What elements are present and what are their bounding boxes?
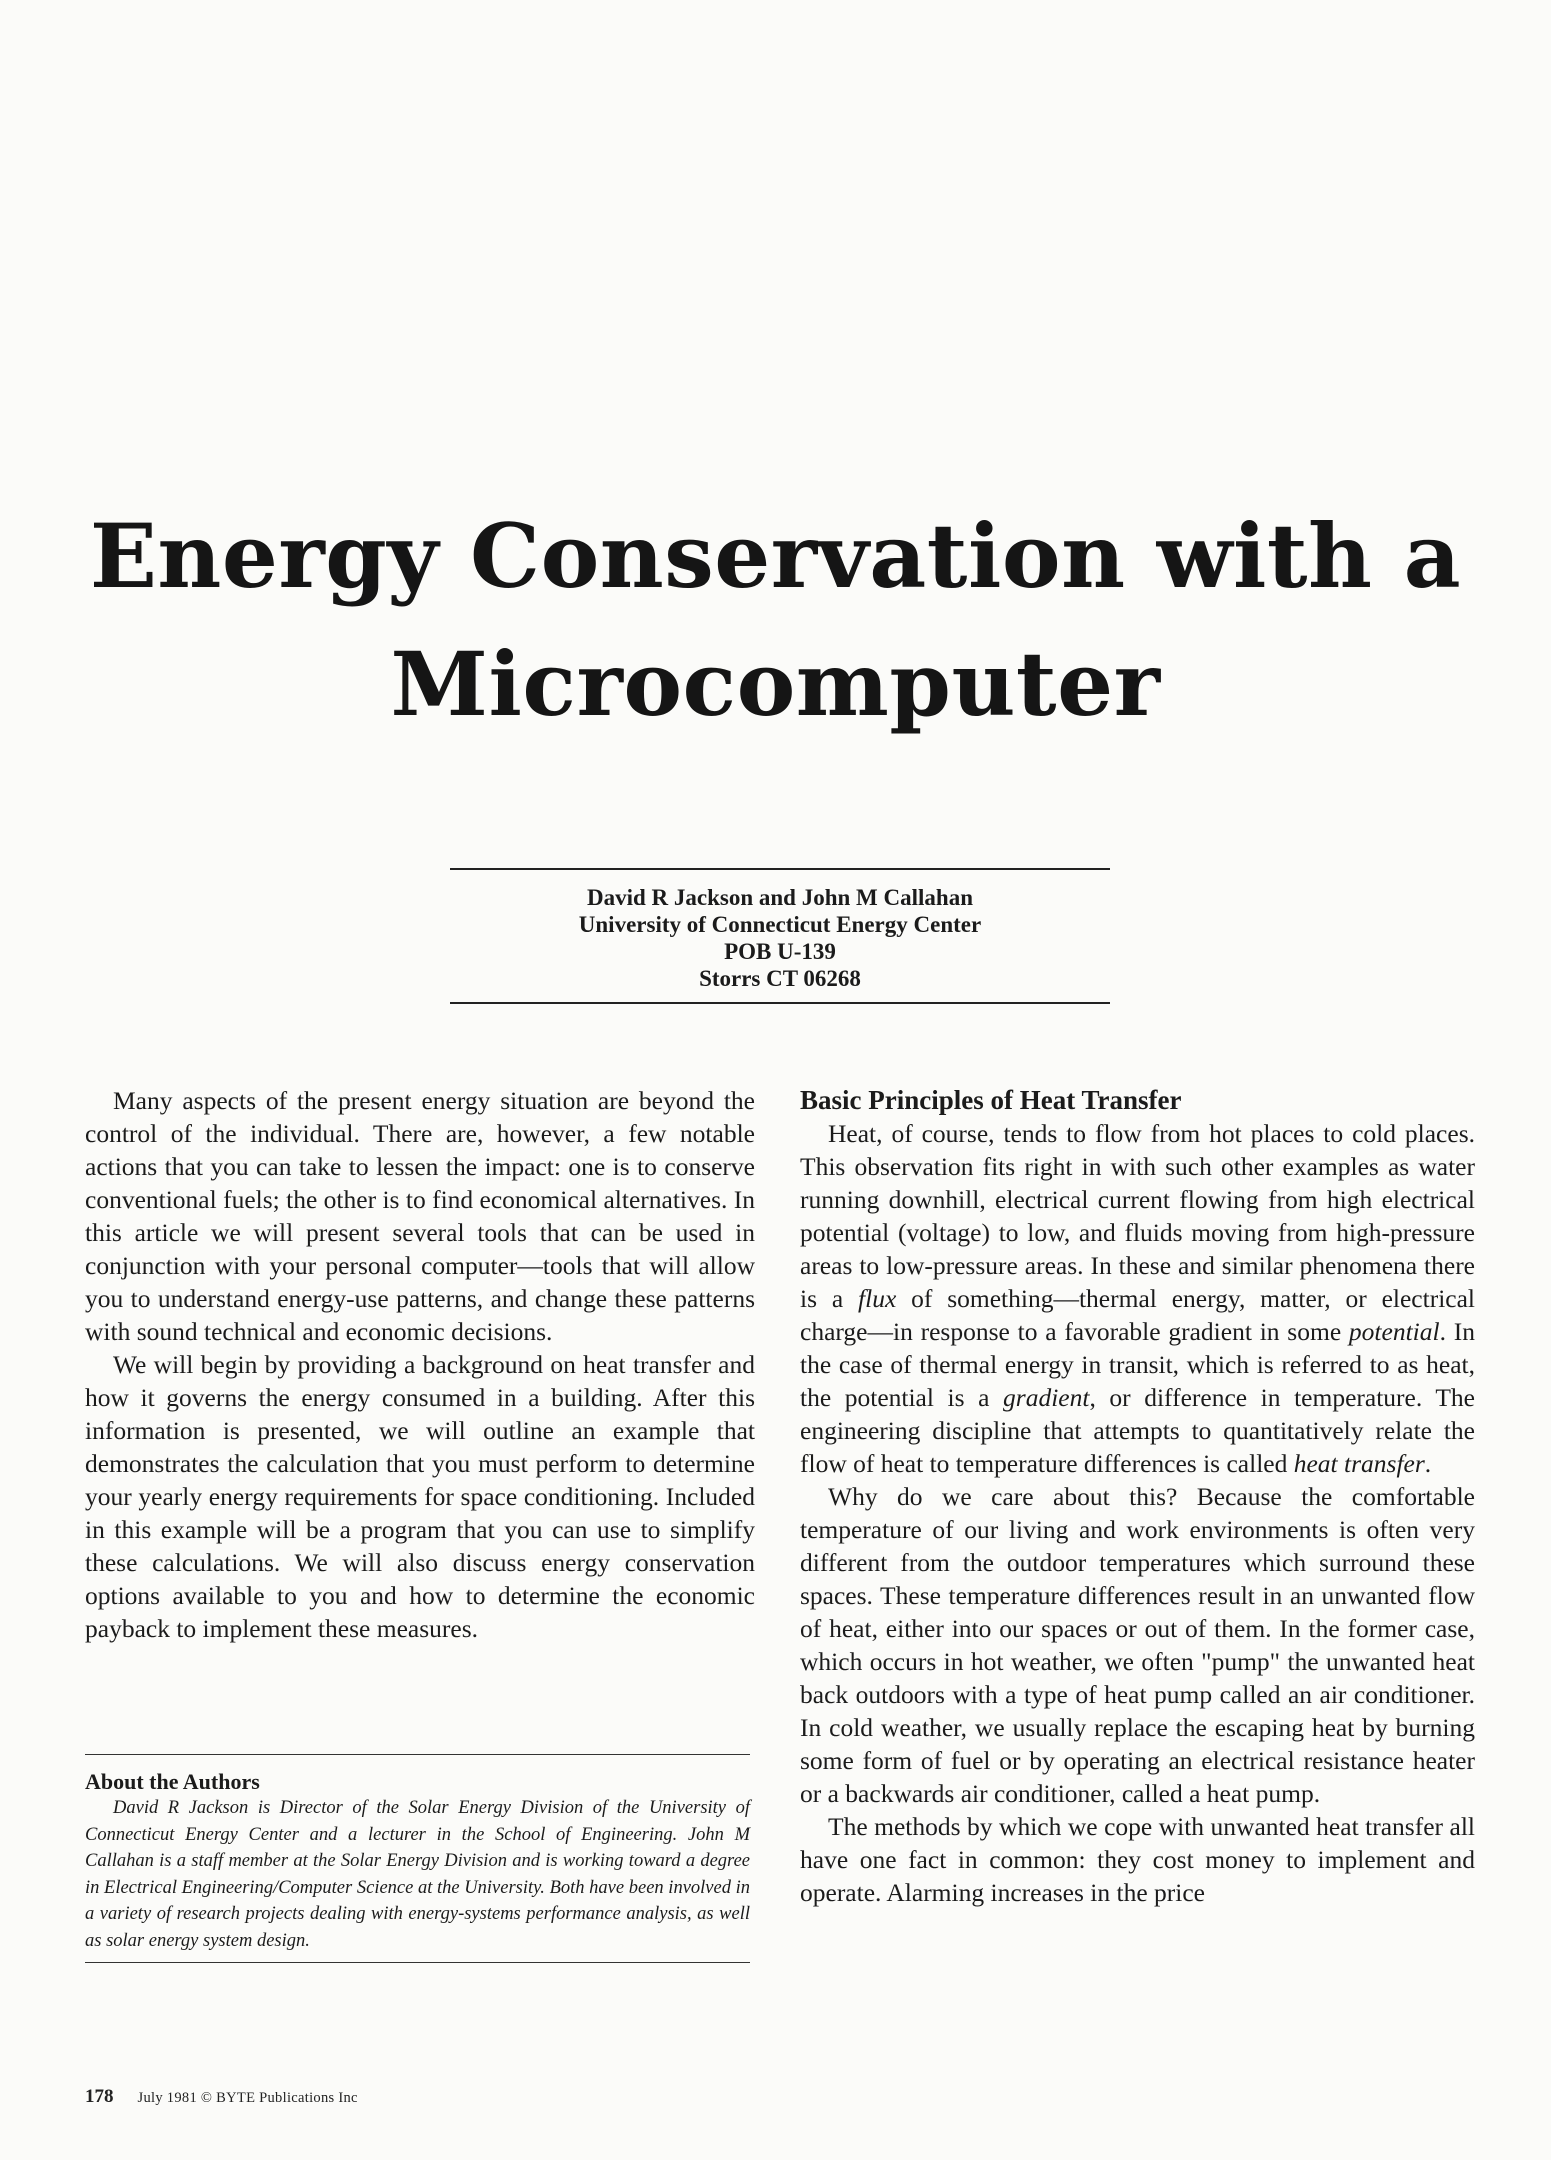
p1-text-c: . In the case of thermal energy in transit, which is referred to as heat, the potential is a	[800, 1317, 1475, 1412]
p1-text-e: .	[1424, 1449, 1432, 1478]
title-line-1: Energy Conservation with a	[89, 504, 1462, 608]
authors-top-rule	[85, 1754, 750, 1755]
byline-city: Storrs CT 06268	[699, 966, 861, 991]
body-paragraph-1	[800, 1117, 1475, 1480]
article-title	[0, 492, 1551, 748]
footer-credit: July 1981 © BYTE Publications Inc	[137, 2090, 358, 2106]
page-footer	[85, 2086, 358, 2108]
left-column	[85, 1084, 755, 1645]
byline-authors: David R Jackson and John M Callahan	[587, 885, 973, 910]
byline-bottom-rule	[450, 1002, 1110, 1004]
byline-affiliation: University of Connecticut Energy Center	[578, 912, 982, 937]
about-the-authors	[85, 1754, 750, 1963]
p1-text-a: Heat, of course, tends to flow from hot places to cold places. This observation fits right in with such other examples as water running downhill, electrical current flowing from high electrical potential (voltage) to low, and fluids moving from high-pressure areas to low-pressure areas. In these and similar phenomena there is a	[800, 1119, 1475, 1313]
authors-heading: About the Authors	[85, 1769, 260, 1794]
byline	[450, 868, 1110, 1004]
byline-pob: POB U-139	[724, 939, 836, 964]
intro-paragraph-2: We will begin by providing a background on heat transfer and how it governs the energy consumed in a building. After this information is presented, we will outline an example that demonstrates the calculation that you must perform to determine your yearly energy requirements for space conditioning. Included in this example will be a program that you can use to simplify these calculations. We will also discuss energy conservation options available to you and how to determine the economic payback to implement these measures.	[85, 1350, 755, 1643]
term-potential: potential	[1348, 1317, 1440, 1346]
term-flux: flux	[858, 1284, 897, 1313]
title-line-2: Microcomputer	[390, 632, 1161, 736]
p1-text-b: of something—thermal energy, matter, or electrical charge—in response to a favorable gradient in some	[800, 1284, 1476, 1346]
term-gradient: gradient	[1003, 1383, 1090, 1412]
section-heading: Basic Principles of Heat Transfer	[800, 1085, 1182, 1115]
intro-paragraph-1: Many aspects of the present energy situation are beyond the control of the individual. There are, however, a few notable actions that you can take to lessen the impact: one is to conserve conventional fuels; the other is to find economical alternatives. In this article we will present several tools that can be used in conjunction with your personal computer—tools that will allow you to understand energy-use patterns, and change these patterns with sound technical and economic decisions.	[85, 1086, 755, 1346]
body-paragraph-3: The methods by which we cope with unwanted heat transfer all have one fact in common: they cost money to implement and operate. Alarming increases in the price	[800, 1812, 1475, 1907]
body-paragraph-2: Why do we care about this? Because the comfortable temperature of our living and work environments is often very different from the outdoor temperatures which surround these spaces. These temperature differences result in an unwanted flow of heat, either into our spaces or out of them. In the former case, which occurs in hot weather, we often "pump" the unwanted heat back outdoors with a type of heat pump called an air conditioner. In cold weather, we usually replace the escaping heat by burning some form of fuel or by operating an electrical resistance heater or a backwards air conditioner, called a heat pump.	[800, 1482, 1475, 1808]
right-column	[800, 1084, 1475, 1909]
authors-bottom-rule	[85, 1962, 750, 1963]
term-heat-transfer: heat transfer	[1293, 1449, 1425, 1478]
byline-top-rule	[450, 868, 1110, 870]
p1-text-d: , or difference in temperature. The engineering discipline that attempts to quantitatively relate the flow of heat to temperature differences is called	[800, 1383, 1475, 1478]
page-number: 178	[85, 2086, 114, 2107]
authors-bio: David R Jackson is Director of the Solar Energy Division of the University of Connecticut Energy Center and a lecturer in the School of Engineering. John M Callahan is a staff member at the Solar Energy Division and is working toward a degree in Electrical Engineering/Computer Science at the University. Both have been involved in a variety of research projects dealing with energy-systems performance analysis, as well as solar energy system design.	[85, 1798, 750, 1951]
